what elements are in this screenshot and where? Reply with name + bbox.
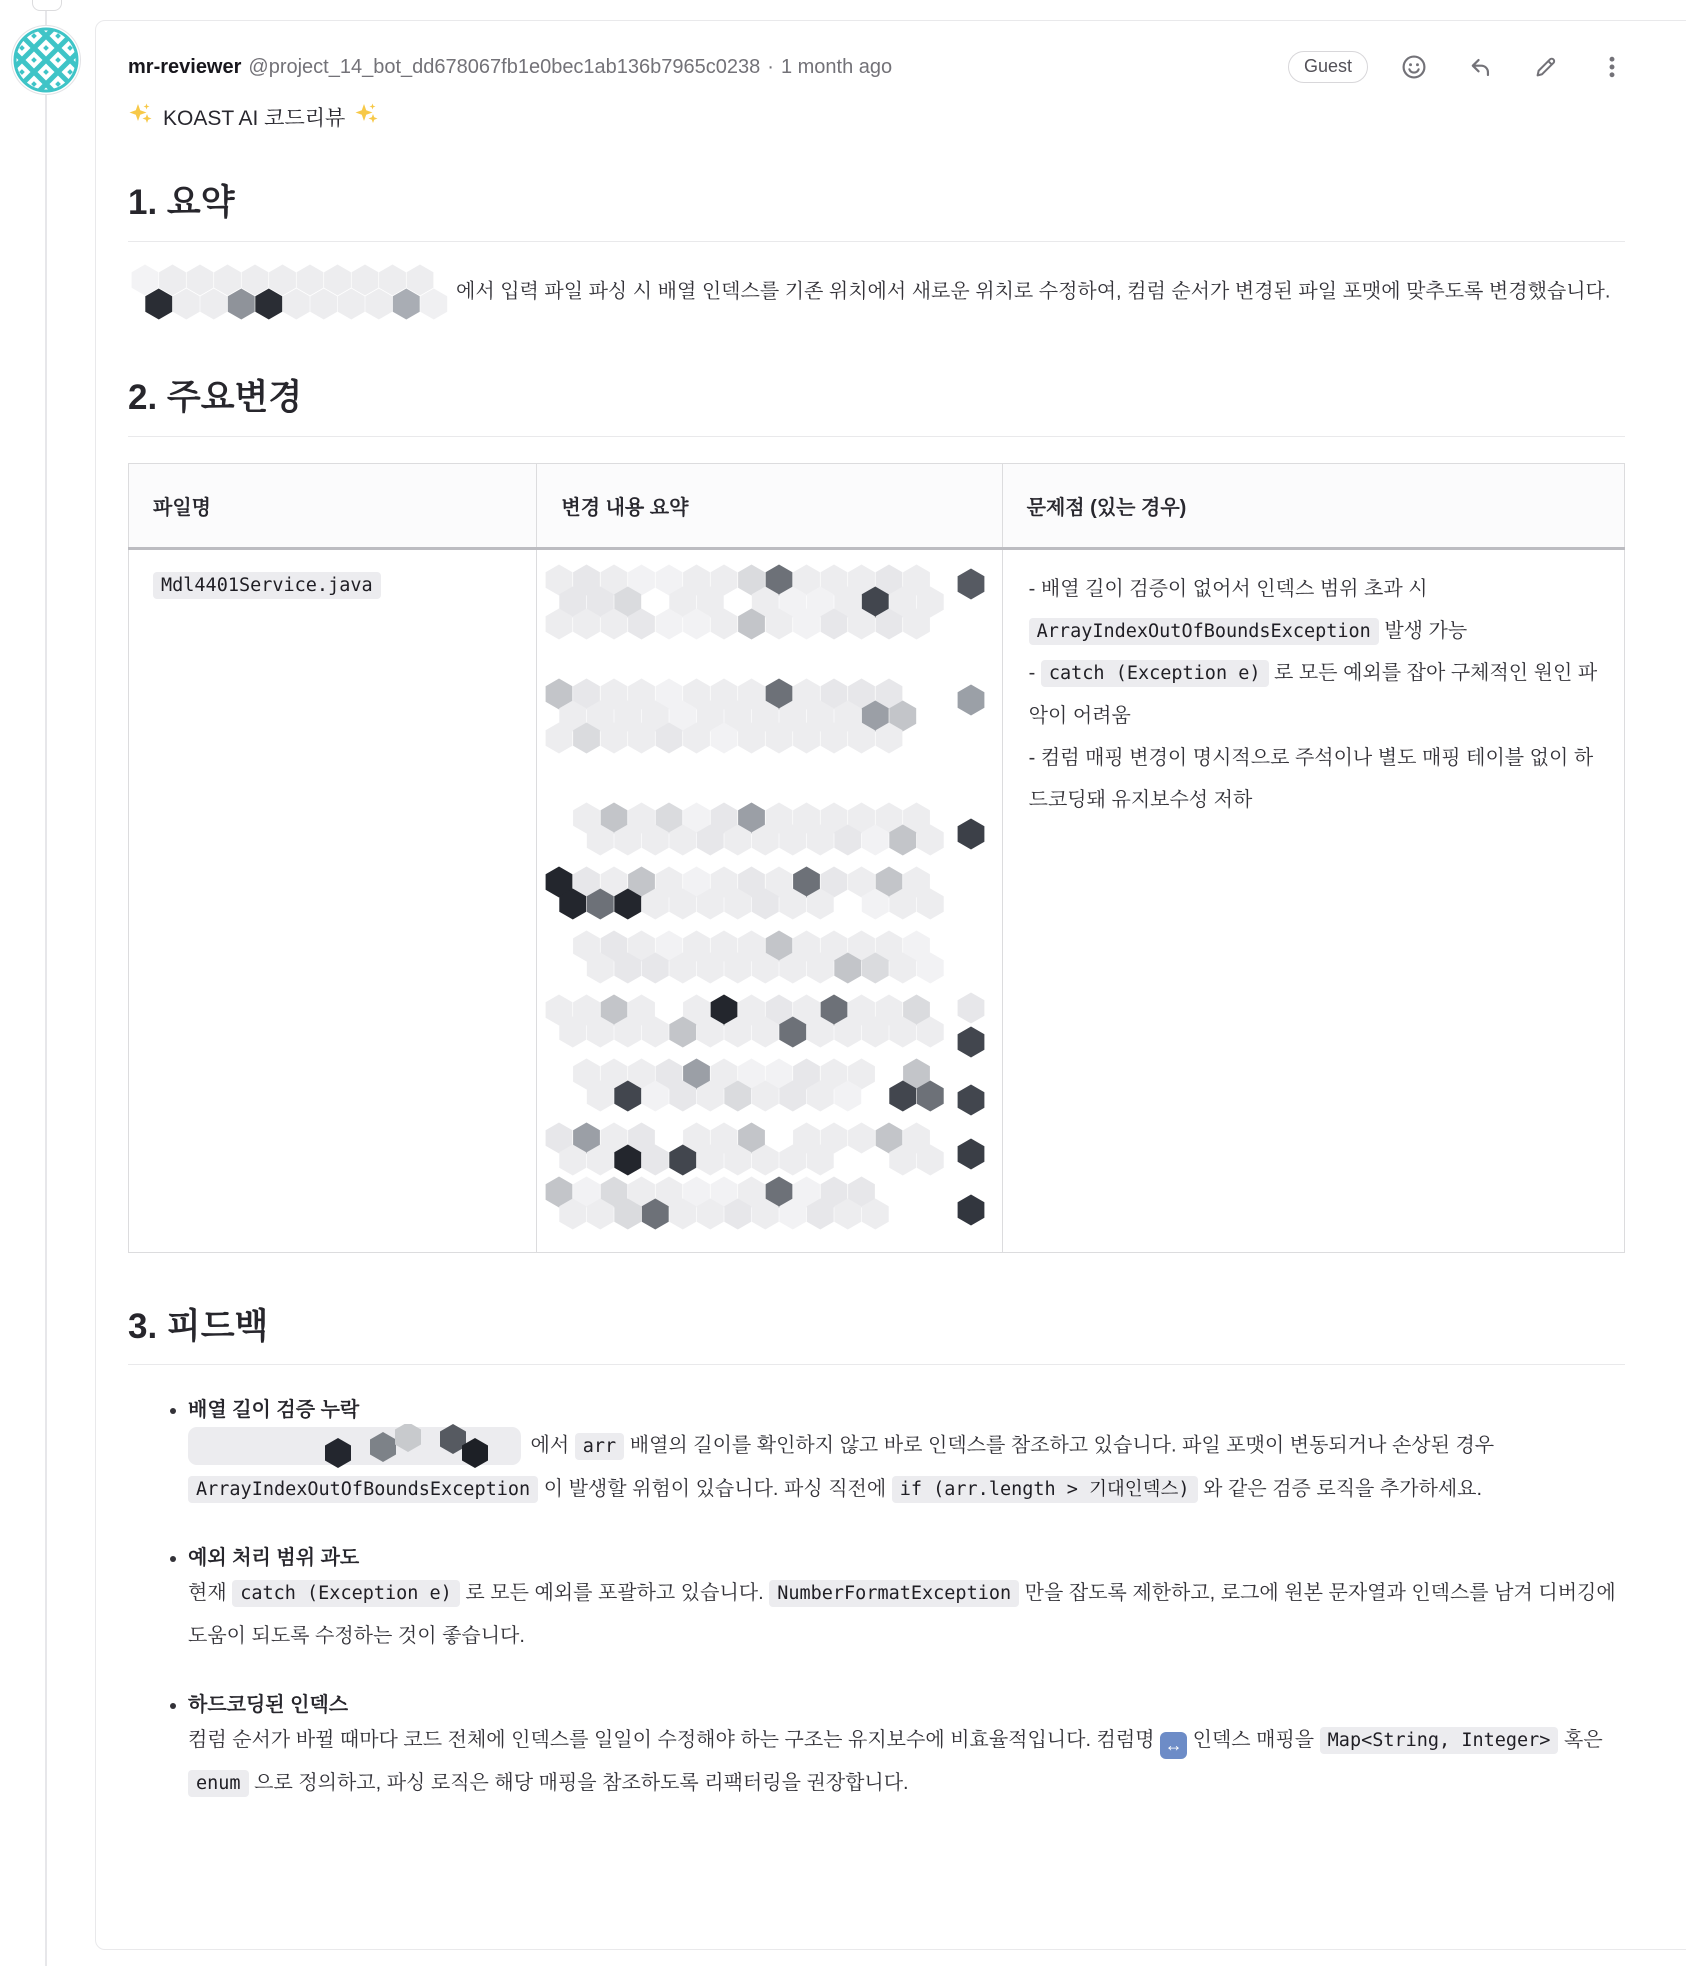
feedback-item-title: • 배열 길이 검증 누락 [188,1399,360,1422]
issue-line: - 배열 길이 검증이 없어서 인덱스 범위 초과 시 ArrayIndexOutOfBoundsException 발생 가능 [1029,568,1598,653]
bot-avatar[interactable] [12,26,80,94]
filename-chip: Mdl4401Service.java [153,572,381,599]
inline-code-chip: if (arr.length > 기대인덱스) [892,1476,1198,1503]
issue-line: - catch (Exception e) 로 모든 예외를 잡아 구체적인 원인 파악이 어려움 [1028,662,1598,727]
feedback-item [188,1688,1625,1805]
feedback-item [188,1393,1625,1511]
change-summary-cell [537,548,1002,1252]
redacted-code-chip [188,1424,521,1468]
inline-code-chip: enum [188,1770,249,1797]
author-handle[interactable]: @project_14_bot_dd678067fb1e0bec1ab136b7965c0238 [248,55,761,78]
redacted-diff-mosaic [543,560,995,1236]
col-header-change-summary: 변경 내용 요약 [537,463,1002,548]
sparkles-emoji [128,101,154,133]
note-actions [1401,54,1625,80]
section-heading-summary: 1. 요약 [128,181,1625,242]
feedback-item [188,1541,1625,1658]
sparkles-emoji [354,101,380,133]
reply-arrow-icon [1467,54,1493,80]
author-name[interactable]: mr-reviewer [128,55,242,78]
section-heading-changes: 2. 주요변경 [128,376,1625,437]
table-header-row [129,463,1625,548]
edit-button[interactable] [1533,54,1559,80]
reply-button[interactable] [1467,54,1493,80]
guest-badge: Guest [1288,51,1368,83]
inline-code-chip: NumberFormatException [769,1580,1019,1607]
filename-cell [129,548,537,1252]
kebab-menu-icon [1599,54,1625,80]
feedback-item-body: 에서 arr 배열의 길이를 확인하지 않고 바로 인덱스를 참조하고 있습니다. 파일 포맷이 변동되거나 손상된 경우 ArrayIndexOutOfBoundsException 이 발생할 위험이 있습니다. 파싱 직전에 if (arr.length > 기대인덱스) 와 같은 검증 로직을 추가하세요. [188,1424,1625,1511]
smiley-icon [1401,54,1427,80]
review-intro-line [128,101,1625,133]
inline-code-chip: catch (Exception e) [1041,660,1269,687]
feedback-item-body: 현재 catch (Exception e) 로 모든 예외를 포괄하고 있습니다. NumberFormatException 만을 잡도록 제한하고, 로그에 원본 문자열과 인덱스를 남겨 디버깅에 도움이 되도록 수정하는 것이 좋습니다. [188,1582,1616,1648]
section-heading-feedback: 3. 피드백 [128,1305,1625,1366]
timestamp-link[interactable]: 1 month ago [780,55,893,78]
inline-code-chip: Map<String, Integer> [1320,1727,1559,1754]
inline-code-chip: ArrayIndexOutOfBoundsException [1029,618,1379,645]
emoji-reaction-button[interactable] [1401,54,1427,80]
redacted-text-strip [128,260,450,324]
pencil-icon [1533,54,1559,80]
left-right-arrow-emoji: ↔ [1160,1732,1187,1759]
separator-dot: · [767,55,774,78]
previous-note-stub [32,0,62,11]
comment-card [95,20,1686,1950]
inline-code-chip: arr [575,1433,624,1460]
more-actions-button[interactable] [1599,54,1625,80]
feedback-item-title: • 하드코딩된 인덱스 [188,1694,349,1717]
inline-code-chip: catch (Exception e) [232,1580,460,1607]
table-row [129,548,1625,1252]
summary-paragraph: 에서 입력 파일 파싱 시 배열 인덱스를 기존 위치에서 새로운 위치로 수정하여, 컴럼 순서가 변경된 파일 포맷에 맞추도록 변경했습니다. [128,260,1625,324]
note-header [128,45,1625,89]
issues-cell [1002,548,1624,1252]
feedback-list [128,1393,1625,1805]
inline-code-chip: ArrayIndexOutOfBoundsException [188,1476,538,1503]
intro-text: KOAST AI 코드리뷰 [163,107,346,130]
col-header-filename: 파일명 [129,463,537,548]
feedback-item-body: 컴럼 순서가 바뀔 때마다 코드 전체에 인덱스를 일일이 수정해야 하는 구조는 유지보수에 비효율적입니다. 컴럼명 ↔ 인덱스 매핑을 Map<String, Integer> 혹은 enum 으로 정의하고, 파싱 로직은 해당 매핑을 참조하도록 리팩터링을 권장합니다. [188,1719,1625,1805]
feedback-item-title: • 예외 처리 범위 과도 [188,1547,360,1570]
issue-line: - 컴럼 매핑 변경이 명시적으로 주석이나 별도 매핑 테이블 없이 하드코딩돼 유지보수성 저하 [1028,747,1594,812]
col-header-issues: 문제점 (있는 경우) [1002,463,1624,548]
note-body [128,101,1625,1805]
discussion-timeline [45,0,47,1966]
avatar-identicon [12,26,80,94]
changes-table [128,463,1625,1253]
